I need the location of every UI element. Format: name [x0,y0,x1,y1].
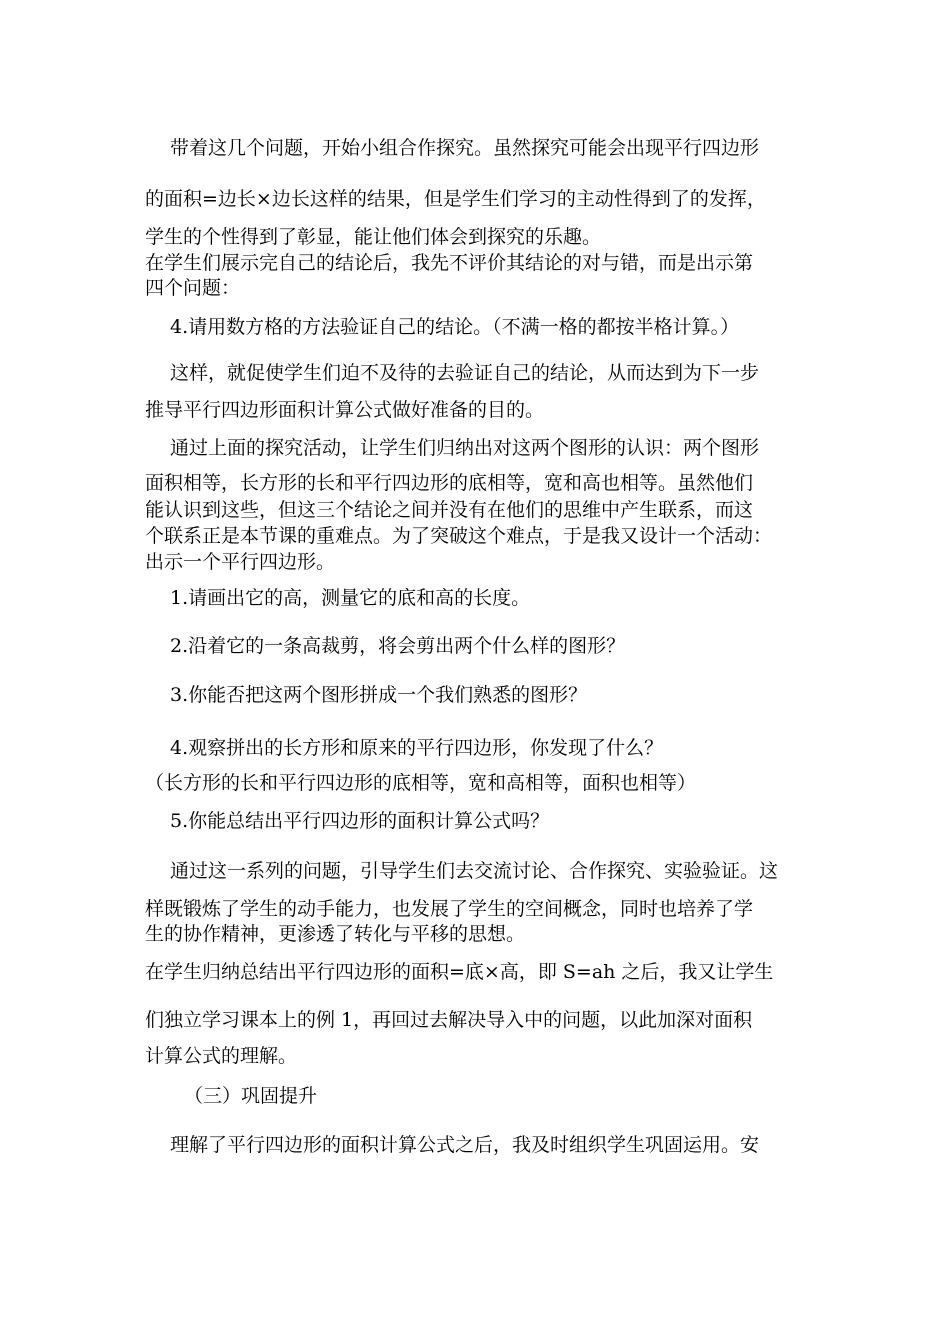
paragraph-line: 们独立学习课本上的例 1，再回过去解决导入中的问题，以此加深对面积 [145,1009,753,1031]
paragraph-line: 这样，就促使学生们迫不及待的去验证自己的结论，从而达到为下一步 [170,362,760,384]
section-heading: （三）巩固提升 [184,1085,318,1107]
paragraph-line: 学生的个性得到了彰显，能让他们体会到探究的乐趣。 [145,226,602,248]
paragraph-line: 在学生们展示完自己的结论后，我先不评价其结论的对与错，而是出示第 [145,252,754,274]
paragraph-line: 个联系正是本节课的重难点。为了突破这个难点，于是我又设计一个活动： [145,525,773,547]
paragraph-line: 4.请用数方格的方法验证自己的结论。（不满一格的都按半格计算。） [170,316,740,338]
paragraph-line: 理解了平行四边形的面积计算公式之后，我及时组织学生巩固运用。安 [170,1134,760,1156]
paragraph-line: 生的协作精神，更渗透了转化与平移的思想。 [145,923,526,945]
list-item: 2.沿着它的一条高裁剪，将会剪出两个什么样的图形？ [170,635,626,657]
paragraph-line: 通过上面的探究活动，让学生们归纳出对这两个图形的认识：两个图形 [170,437,760,459]
paragraph-line: 带着这几个问题，开始小组合作探究。虽然探究可能会出现平行四边形 [170,137,760,159]
list-item: 4.观察拼出的长方形和原来的平行四边形，你发现了什么？ [170,737,664,759]
paragraph-line: 面积相等，长方形的长和平行四边形的底相等，宽和高也相等。虽然他们 [145,472,754,494]
paragraph-line: 能认识到这些，但这三个结论之间并没有在他们的思维中产生联系，而这 [145,499,754,521]
paragraph-line: 出示一个平行四边形。 [145,551,336,573]
paragraph-line: 的面积=边长×边长这样的结果，但是学生们学习的主动性得到了的发挥， [145,188,766,210]
paragraph-line: 在学生归纳总结出平行四边形的面积=底×高，即 S=ah 之后，我又让学生 [145,961,774,983]
paragraph-line: 推导平行四边形面积计算公式做好准备的目的。 [145,399,545,421]
paragraph-line: 计算公式的理解。 [145,1045,298,1067]
list-item: 3.你能否把这两个图形拼成一个我们熟悉的图形？ [170,684,588,706]
paragraph-line: （长方形的长和平行四边形的底相等，宽和高相等，面积也相等） [145,772,697,794]
list-item: 5.你能总结出平行四边形的面积计算公式吗？ [170,810,550,832]
paragraph-line: 样既锻炼了学生的动手能力，也发展了学生的空间概念，同时也培养了学 [145,898,754,920]
list-item: 1.请画出它的高，测量它的底和高的长度。 [170,587,531,609]
paragraph-line: 通过这一系列的问题，引导学生们去交流讨论、合作探究、实验验证。这 [170,860,779,882]
paragraph-line: 四个问题： [145,277,241,299]
